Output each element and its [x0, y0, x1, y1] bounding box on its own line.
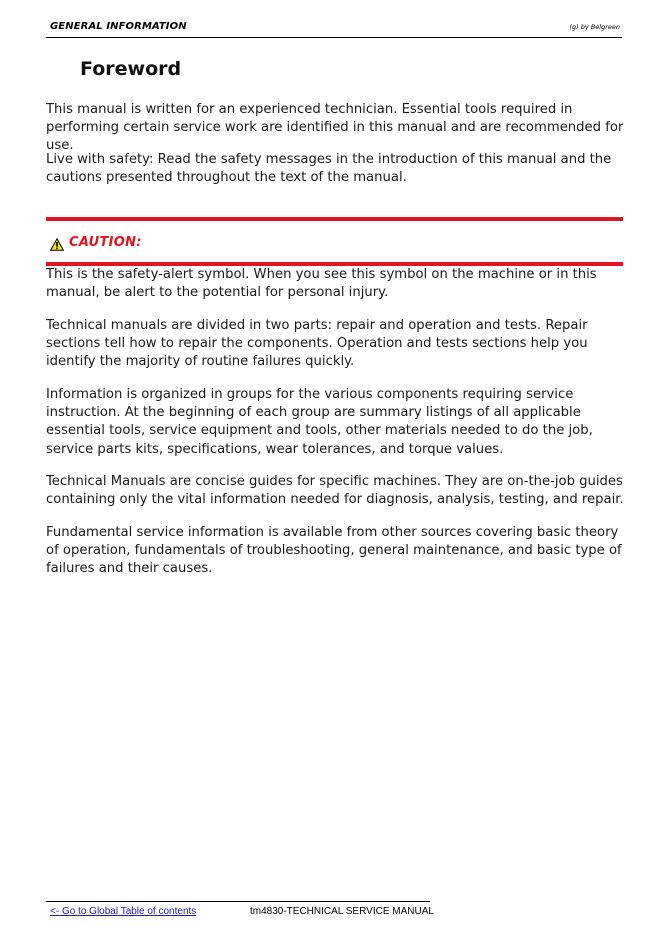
global-toc-link[interactable]: <- Go to Global Table of contents: [50, 906, 197, 917]
intro-paragraph-1: This manual is written for an experienced technician. Essential tools required in performing certain service work are identified in this manual and are recommended for use.: [46, 102, 624, 154]
body-paragraph-3: Information is organized in groups for the various components requiring service instruction. At the beginning of each group are summary listings of all applicable essential tools, service equipment and tools, other materials needed to do the job, service parts kits, specifications, wear tolerances, and torque values.: [46, 387, 593, 457]
footer-rule: [46, 901, 430, 902]
warning-triangle-icon: [50, 236, 64, 249]
body-paragraph-5: Fundamental service information is available from other sources covering basic theory of operation, fundamentals of troubleshooting, general maintenance, and basic type of failures and their causes.: [46, 525, 622, 577]
caution-heading: [50, 232, 142, 252]
header-credit: (g) by Belgreen: [569, 23, 620, 31]
footer-manual-name: tm4830-TECHNICAL SERVICE MANUAL: [250, 906, 434, 917]
body-paragraph-1: This is the safety-alert symbol. When you see this symbol on the machine or in this manual, be alert to the potential for personal injury.: [46, 267, 597, 301]
body-paragraph-2: Technical manuals are divided in two parts: repair and operation and tests. Repair sections tell how to repair the components. Operation and tests sections help you identify the majority of routine failures quickly.: [46, 318, 588, 370]
caution-bar-top: [46, 217, 623, 221]
page-title: Foreword: [80, 58, 182, 80]
header-section-title: GENERAL INFORMATION: [50, 21, 187, 32]
body-paragraph-4: Technical Manuals are concise guides for specific machines. They are on-the-job guides containing only the vital information needed for diagnosis, analysis, testing, and repair.: [46, 474, 624, 508]
intro-paragraph-2: Live with safety: Read the safety messages in the introduction of this manual and the cautions presented throughout the text of the manual.: [46, 152, 612, 186]
caution-label: CAUTION:: [69, 234, 142, 250]
page-header: [46, 20, 622, 38]
